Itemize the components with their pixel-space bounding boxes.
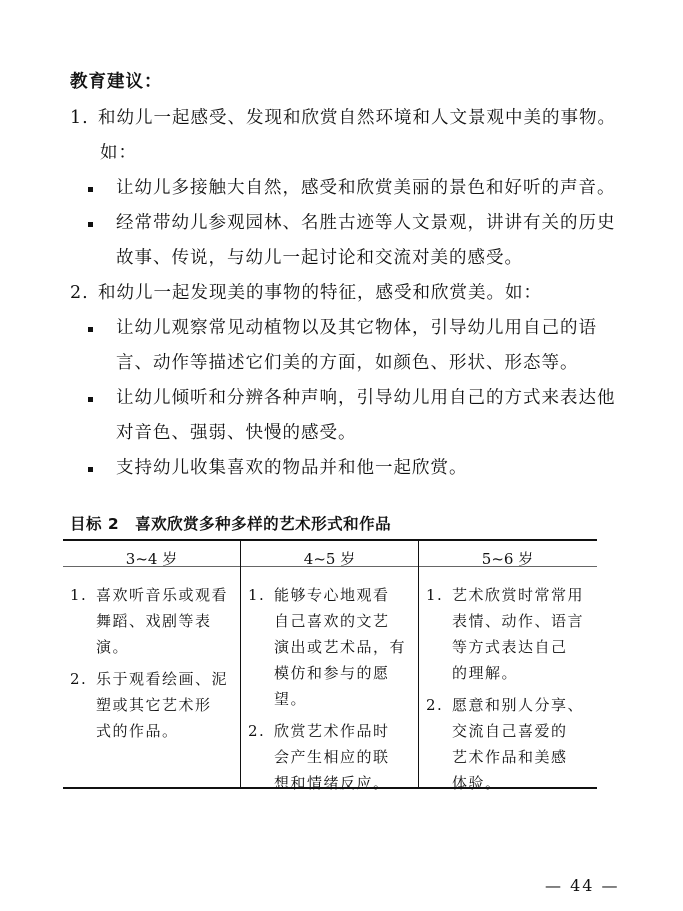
column-divider [240, 541, 241, 788]
goal-text: 演出或艺术品，有 [274, 638, 407, 656]
goal-text: 艺术作品和美感 [452, 748, 568, 766]
bullet-text: 经常带幼儿参观园林、名胜古迹等人文景观，讲讲有关的历史 [116, 213, 616, 233]
item-number: 1. [70, 108, 89, 128]
bullet-text: 对音色、强弱、快慢的感受。 [116, 423, 357, 443]
goal-text: 体验。 [452, 774, 502, 792]
column-header-3-4: 3~4 岁 [125, 550, 178, 568]
goal-item [248, 718, 406, 796]
goal-text: 会产生相应的联 [274, 748, 390, 766]
goal-text: 的理解。 [452, 664, 519, 682]
goal-item [248, 582, 406, 712]
goal-text: 演。 [96, 638, 130, 656]
goal-text: 想和情绪反应。 [274, 774, 390, 792]
column-header-4-5: 4~5 岁 [303, 550, 356, 568]
goal-text: 舞蹈、戏剧等表 [96, 612, 212, 630]
goal-text: 塑或其它艺术形 [96, 696, 212, 714]
bullet-icon [88, 397, 93, 402]
goal-text: 喜欢听音乐或观看 [96, 586, 229, 604]
bullet-icon [88, 467, 93, 472]
goal-text: 式的作品。 [96, 722, 179, 740]
bullet-text: 支持幼儿收集喜欢的物品并和他一起欣赏。 [116, 458, 468, 478]
item-text: 和幼儿一起感受、发现和欣赏自然环境和人文景观中美的事物。 [98, 108, 616, 128]
page-number: — 44 — [545, 876, 620, 895]
item-text: 如： [100, 143, 137, 163]
table-top-rule [63, 539, 597, 541]
goal-text: 模仿和参与的愿 [274, 664, 390, 682]
goal-number: 2. [248, 722, 266, 740]
item-number: 2. [70, 283, 89, 303]
goal-text: 能够专心地观看 [274, 586, 390, 604]
goal-text: 愿意和别人分享、 [452, 696, 585, 714]
column-divider [418, 541, 419, 788]
goal-text: 欣赏艺术作品时 [274, 722, 390, 740]
goal-text: 自己喜欢的文艺 [274, 612, 390, 630]
goal-text: 乐于观看绘画、泥 [96, 670, 229, 688]
goal-text: 艺术欣赏时常常用 [452, 586, 585, 604]
goal-text: 望。 [274, 690, 308, 708]
bullet-text: 让幼儿观察常见动植物以及其它物体，引导幼儿用自己的语 [116, 318, 597, 338]
bullet-text: 让幼儿倾听和分辨各种声响，引导幼儿用自己的方式来表达他 [116, 388, 616, 408]
goal-item [426, 582, 584, 686]
section-heading: 教育建议： [70, 72, 163, 92]
goal-item [70, 582, 228, 660]
item-text: 和幼儿一起发现美的事物的特征，感受和欣赏美。如： [98, 283, 542, 303]
goal-number: 1. [70, 586, 88, 604]
goal-item [426, 692, 584, 796]
goal-text: 交流自己喜爱的 [452, 722, 568, 740]
goal-number: 2. [426, 696, 444, 714]
table-title: 目标 2 喜欢欣赏多种多样的艺术形式和作品 [70, 515, 392, 533]
bullet-text: 故事、传说，与幼儿一起讨论和交流对美的感受。 [116, 248, 523, 268]
column-header-5-6: 5~6 岁 [481, 550, 534, 568]
table-cell [70, 582, 228, 744]
goal-number: 1. [248, 586, 266, 604]
bullet-text: 让幼儿多接触大自然，感受和欣赏美丽的景色和好听的声音。 [116, 178, 616, 198]
goal-number: 1. [426, 586, 444, 604]
bullet-icon [88, 222, 93, 227]
goal-text: 表情、动作、语言 [452, 612, 585, 630]
goal-number: 2. [70, 670, 88, 688]
table-cell [248, 582, 406, 796]
bullet-icon [88, 187, 93, 192]
goal-text: 等方式表达自己 [452, 638, 568, 656]
bullet-text: 言、动作等描述它们美的方面，如颜色、形状、形态等。 [116, 353, 579, 373]
table-cell [426, 582, 584, 796]
bullet-icon [88, 327, 93, 332]
goal-item [70, 666, 228, 744]
